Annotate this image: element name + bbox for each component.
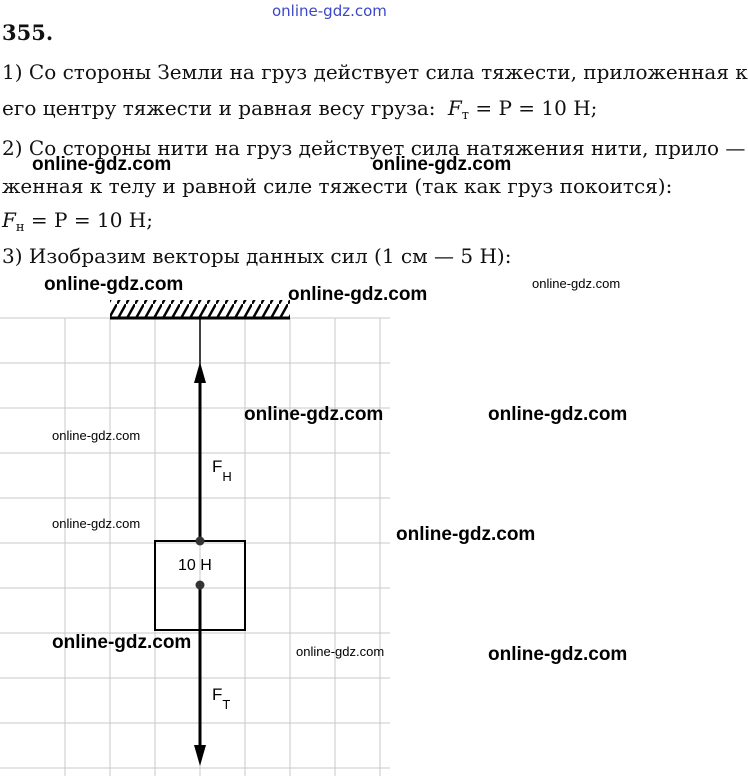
watermark: online-gdz.com	[244, 404, 384, 425]
formula-tension: $F_н = P = 10$ Н;	[2, 208, 153, 235]
watermark: online-gdz.com	[488, 404, 628, 425]
text-line-2-label: его центру тяжести и равная весу груза:	[2, 96, 436, 120]
watermark: online-gdz.com	[44, 274, 184, 295]
text-line-1: 1) Со стороны Земли на груз действует сила тяжести, приложенная к	[2, 60, 748, 84]
gravity-label: $F_Т$	[212, 685, 231, 712]
text-line-5	[2, 208, 153, 235]
watermark: online-gdz.com	[372, 154, 512, 175]
watermark: online-gdz.com	[52, 516, 141, 531]
watermark: online-gdz.com	[52, 632, 192, 653]
grid	[0, 318, 390, 776]
tension-arrowhead	[194, 362, 206, 383]
tension-label: $F_Н$	[212, 457, 232, 484]
problem-number: 355.	[2, 20, 54, 45]
gravity-arrowhead	[194, 745, 206, 766]
problem-number-value: 355	[2, 20, 46, 45]
box-label: 10 Н	[178, 557, 212, 574]
watermark: online-gdz.com	[52, 428, 141, 443]
site-watermark: online-gdz.com	[272, 2, 387, 20]
text-line-3: 2) Со стороны нити на груз действует сила натяжения нити, прило —	[2, 136, 746, 160]
watermark: online-gdz.com	[488, 644, 628, 665]
text-line-6: 3) Изобразим векторы данных сил (1 см — 5 Н):	[2, 244, 512, 268]
center-of-gravity-point	[196, 581, 205, 590]
watermark: online-gdz.com	[288, 284, 428, 305]
text-line-4: женная к телу и равной силе тяжести (так как груз покоится):	[2, 174, 673, 198]
formula-gravity: $F_т = P = 10$ Н;	[447, 96, 598, 123]
text-line-2	[2, 96, 597, 123]
watermark: online-gdz.com	[32, 154, 172, 175]
watermark: online-gdz.com	[532, 276, 621, 291]
ceiling-hatch	[110, 300, 290, 318]
watermark: online-gdz.com	[296, 644, 385, 659]
tension-application-point	[196, 537, 205, 546]
watermark: online-gdz.com	[396, 524, 536, 545]
